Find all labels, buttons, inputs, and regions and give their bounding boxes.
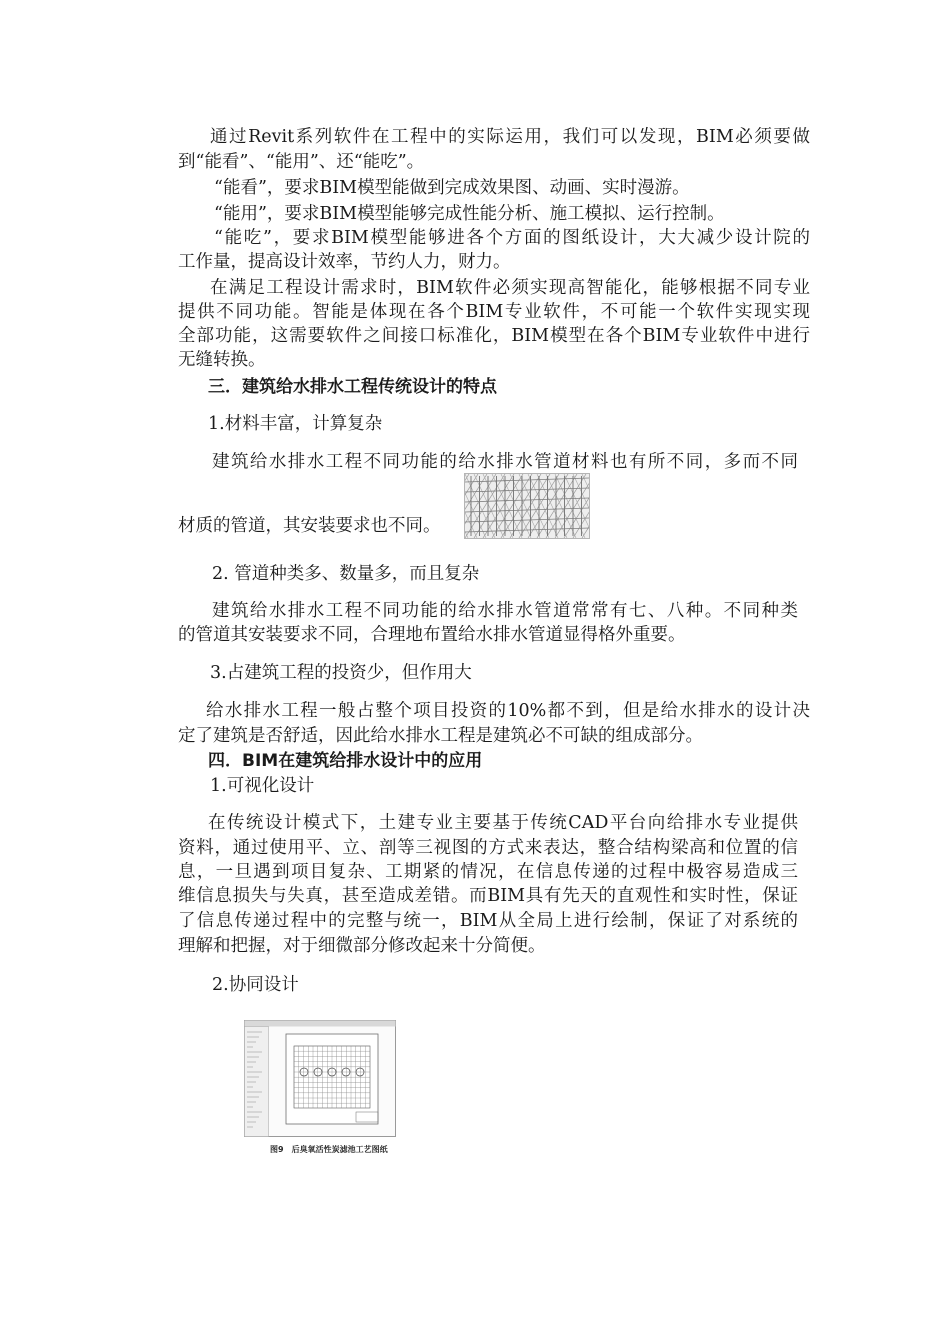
paragraph-line: 理解和把握，对于细微部分修改起来十分简便。 xyxy=(178,936,546,956)
paragraph-line: 了信息传递过程中的完整与统一，BIM从全局上进行绘制，保证了对系统的 xyxy=(178,911,798,931)
paragraph-line: 工作量，提高设计效率，节约人力，财力。 xyxy=(178,252,511,272)
paragraph-line: 定了建筑是否舒适，因此给水排水工程是建筑必不可缺的组成部分。 xyxy=(178,726,703,746)
pipe-network-image xyxy=(464,473,590,539)
paragraph-line: “能用”，要求BIM模型能够完成性能分析、施工模拟、运行控制。 xyxy=(214,204,725,224)
paragraph-line: 无缝转换。 xyxy=(178,350,266,370)
paragraph-line: 建筑给水排水工程不同功能的给水排水管道材料也有所不同，多而不同 xyxy=(212,452,798,472)
paragraph-line: “能看”，要求BIM模型能做到完成效果图、动画、实时漫游。 xyxy=(214,178,690,198)
subsection-heading: 3.占建筑工程的投资少，但作用大 xyxy=(210,663,472,683)
subsection-heading: 1.可视化设计 xyxy=(210,776,315,796)
paragraph-line: 的管道其安装要求不同，合理地布置给水排水管道显得格外重要。 xyxy=(178,625,686,645)
paragraph-line: “能吃”，要求BIM模型能够进各个方面的图纸设计，大大减少设计院的 xyxy=(214,228,810,248)
paragraph-line: 维信息损失与失真，甚至造成差错。而BIM具有先天的直观性和实时性，保证 xyxy=(178,886,798,906)
subsection-heading: 2.协同设计 xyxy=(212,975,299,995)
paragraph-line: 提供不同功能。智能是体现在各个BIM专业软件，不可能一个软件实现实现 xyxy=(178,302,810,322)
paragraph-line: 通过Revit系列软件在工程中的实际运用，我们可以发现，BIM必须要做 xyxy=(210,127,810,147)
section-heading: 四．BIM在建筑给排水设计中的应用 xyxy=(208,751,483,771)
subsection-heading: 2. 管道种类多、数量多，而且复杂 xyxy=(212,564,480,584)
paragraph-line: 在传统设计模式下，土建专业主要基于传统CAD平台向给排水专业提供 xyxy=(208,813,798,833)
paragraph-line: 给水排水工程一般占整个项目投资的10%都不到，但是给水排水的设计决 xyxy=(206,701,810,721)
paragraph-line: 到“能看”、“能用”、还“能吃”。 xyxy=(178,152,425,172)
section-heading: 三．建筑给水排水工程传统设计的特点 xyxy=(208,377,497,397)
paragraph-line: 息，一旦遇到项目复杂、工期紧的情况，在信息传递的过程中极容易造成三 xyxy=(178,862,798,882)
paragraph-line: 资料，通过使用平、立、剖等三视图的方式来表达，整合结构梁高和位置的信 xyxy=(178,838,798,858)
paragraph-line: 材质的管道，其安装要求也不同。 xyxy=(178,516,441,536)
paragraph-line: 建筑给水排水工程不同功能的给水排水管道常常有七、八种。不同种类 xyxy=(212,601,798,621)
cad-drawing-image xyxy=(244,1020,396,1158)
paragraph-line: 全部功能，这需要软件之间接口标准化，BIM模型在各个BIM专业软件中进行 xyxy=(178,326,810,346)
subsection-heading: 1.材料丰富，计算复杂 xyxy=(208,414,383,434)
paragraph-line: 在满足工程设计需求时，BIM软件必须实现高智能化，能够根据不同专业 xyxy=(210,278,810,298)
figure-caption: 图9 后臭氧活性炭滤池工艺图纸 xyxy=(270,1145,388,1154)
